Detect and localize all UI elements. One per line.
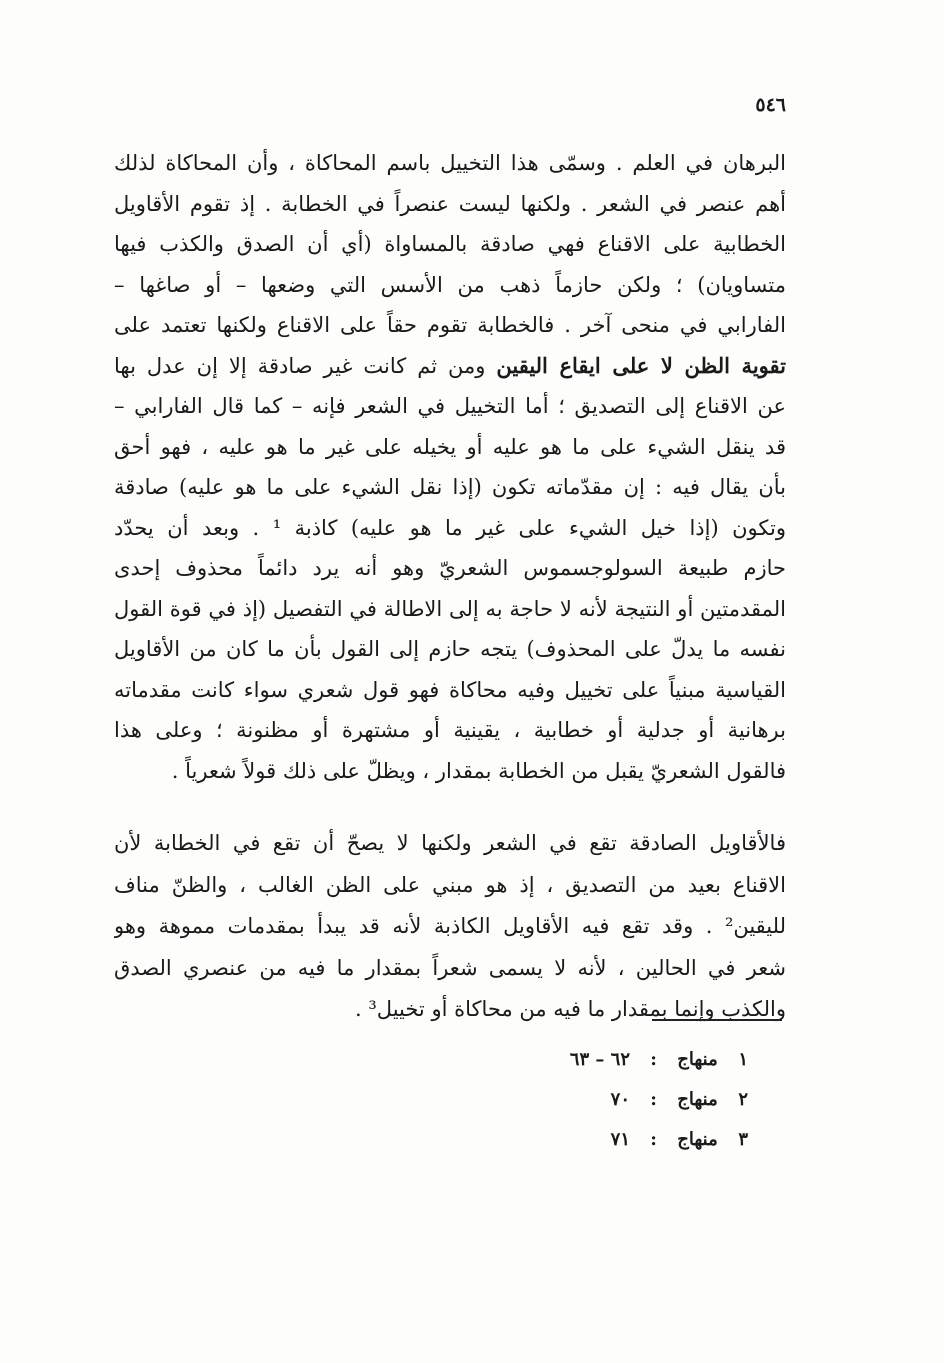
paragraph-1 — [114, 143, 786, 791]
footnote-pages: ٧١ — [610, 1129, 631, 1150]
footnote-number: ٣ — [738, 1129, 748, 1150]
paragraph-2 — [114, 823, 786, 1031]
footnote-separator-colon: : — [650, 1129, 657, 1150]
footnotes — [480, 1040, 748, 1160]
text-line: الفارابي في منحى آخر . فالخطابة تقوم حقاً على الاقناع ولكنها تعتمد على — [114, 313, 786, 337]
footnote-number: ٢ — [738, 1089, 748, 1110]
footnote-separator — [652, 1019, 782, 1021]
footnote-pages: ٦٢ – ٦٣ — [569, 1049, 631, 1070]
footnote-separator-colon: : — [650, 1049, 657, 1070]
footnote-number: ١ — [738, 1049, 748, 1070]
footnote-separator-colon: : — [650, 1089, 657, 1110]
text-line: شعر في الحالين ، لأنه لا يسمى شعراً بمقدار ما فيه من عنصري الصدق — [114, 955, 786, 980]
footnote-3 — [480, 1120, 748, 1160]
footnote-source: منهاج — [677, 1049, 718, 1070]
text-line: الاقناع بعيد من التصديق ، إذ هو مبني على الظن الغالب ، والظنّ مناف — [114, 872, 786, 897]
page-number: ٥٤٦ — [755, 94, 786, 116]
bold-phrase: تقوية الظن لا على ايقاع اليقين — [496, 352, 786, 378]
text-line: متساويان) ؛ ولكن حازماً ذهب من الأسس التي وضعها – أو صاغها – — [114, 272, 786, 297]
text-line: لليقين² . وقد تقع فيه الأقاويل الكاذبة لأنه قد يبدأ بمقدمات مموهة وهو — [114, 914, 786, 938]
text-line: فالقول الشعريّ يقبل من الخطابة بمقدار ، ويظلّ على ذلك قولاً شعرياً . — [171, 758, 786, 783]
text-line: فالأقاويل الصادقة تقع في الشعر ولكنها لا يصحّ أن تقع في الخطابة لأن — [114, 831, 786, 855]
footnote-2 — [480, 1080, 748, 1120]
text-line: بأن يقال فيه : إن مقدّماته تكون (إذا نقل الشيء على ما هو عليه) صادقة — [114, 475, 786, 499]
text-line: قد ينقل الشيء على ما هو عليه أو يخيله على غير ما هو عليه ، فهو أحق — [114, 434, 786, 459]
footnote-pages: ٧٠ — [610, 1089, 631, 1110]
text-line: برهانية أو جدلية أو خطابية ، يقينية أو مشتهرة أو مظنونة ؛ وعلى هذا — [114, 718, 786, 742]
text-line: أهم عنصر في الشعر . ولكنها ليست عنصراً في الخطابة . إذ تقوم الأقاويل — [114, 191, 786, 216]
text-line: الخطابية على الاقناع فهي صادقة بالمساواة (أي أن الصدق والكذب فيها — [114, 232, 786, 256]
text-line — [114, 346, 786, 387]
text-line: نفسه ما يدلّ على المحذوف) يتجه حازم إلى القول بأن ما كان من الأقاويل — [114, 637, 786, 661]
text-line: وتكون (إذا خيل الشيء على غير ما هو عليه) كاذبة ¹ . وبعد أن يحدّد — [114, 515, 786, 540]
footnote-source: منهاج — [677, 1129, 718, 1150]
text-line: القياسية مبنياً على تخييل وفيه محاكاة فهو قول شعري سواء كانت مقدماته — [114, 677, 786, 702]
text-line: حازم طبيعة السولوجسموس الشعريّ وهو أنه يرد دائماً محذوف إحدى — [114, 556, 786, 580]
footnote-source: منهاج — [677, 1089, 718, 1110]
footnote-1 — [480, 1040, 748, 1080]
text-line: عن الاقناع إلى التصديق ؛ أما التخييل في الشعر فإنه – كما قال الفارابي – — [114, 394, 786, 418]
text-line: المقدمتين أو النتيجة لأنه لا حاجة به إلى الاطالة في التفصيل (إذ في قوة القول — [114, 596, 786, 621]
text-line: البرهان في العلم . وسمّى هذا التخييل باسم المحاكاة ، وأن المحاكاة لذلك — [114, 151, 786, 175]
text-line: والكذب وإنما بمقدار ما فيه من محاكاة أو تخييل³ . — [355, 997, 786, 1021]
line-remainder: ومن ثم كانت غير صادقة إلا إن عدل بها — [114, 353, 497, 378]
